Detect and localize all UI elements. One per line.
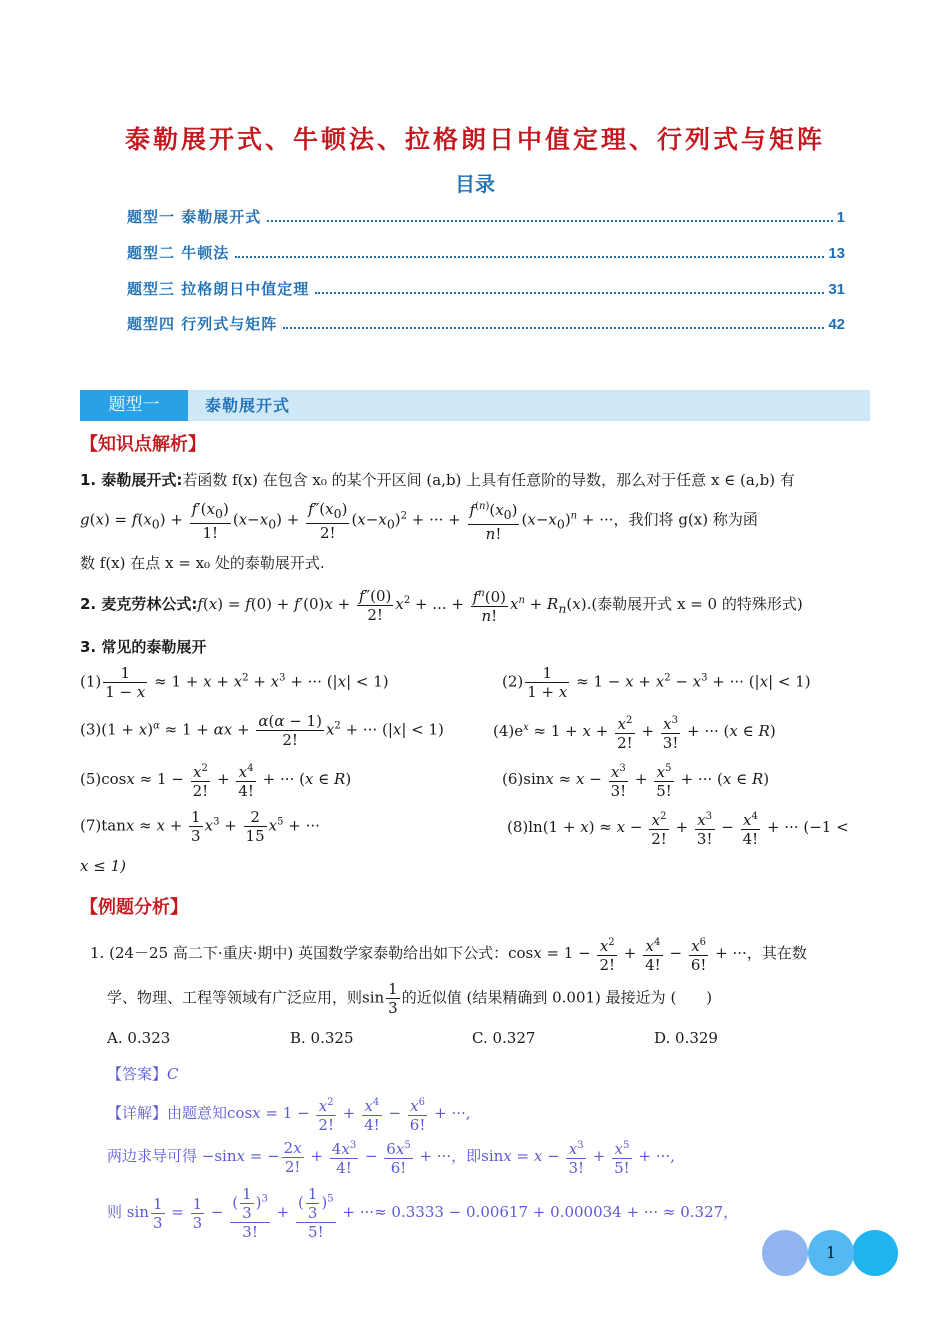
series-3: $(3)(1 + x)^\alpha \approx 1 + \alpha x$ + $\frac{\alpha(\alpha - 1)}{2!}$ $x^2$ + ··· (|x| < 1) <box>80 712 444 749</box>
page-badge-right <box>852 1230 898 1276</box>
toc-entry[interactable] <box>127 313 845 334</box>
choice-d[interactable]: D. 0.329 <box>654 1029 718 1047</box>
detail-line-1: 【详解】由题意知cosx = 1 − $\frac{x^2}{2!}$ + $\frac{x^4}{4!}$ − $\frac{x^6}{6!}$ + ···, <box>107 1094 471 1134</box>
answer-value: C <box>167 1065 179 1083</box>
toc-label: 题型四 行列式与矩阵 <box>127 315 278 333</box>
section-name: 泰勒展开式 <box>205 396 291 415</box>
page-number: 1 <box>808 1230 854 1276</box>
toc-leader <box>267 219 832 222</box>
choice-c[interactable]: C. 0.327 <box>472 1029 536 1047</box>
answer <box>107 1063 179 1084</box>
def-lead: 1. 泰勒展开式: <box>80 471 183 489</box>
series-1: (1) $\frac{1}{1 - x}$ ≈ $1 + x + x^2 + x^3$ + ··· (|x| < 1) <box>80 664 389 701</box>
toc-page: 13 <box>828 245 845 262</box>
knowledge-heading: 【知识点解析】 <box>80 434 206 455</box>
series-8: (8)ln(1 + x) ≈ x − $\frac{x^2}{2!}$ + $\frac{x^3}{3!}$ − $\frac{x^4}{4!}$ + ··· (−1 < <box>507 808 849 848</box>
maclaurin-lead: 2. 麦克劳林公式: <box>80 595 198 613</box>
toc-page: 1 <box>836 209 845 226</box>
question-number: 1. <box>90 944 105 962</box>
common-series-heading: 3. 常见的泰勒展开 <box>80 638 207 656</box>
def-text-c: 数 f(x) 在点 x = x₀ 处的泰勒展开式. <box>80 554 325 572</box>
toc-page: 31 <box>828 281 845 298</box>
choice-a[interactable]: A. 0.323 <box>107 1029 171 1047</box>
series-7: (7)tanx ≈ x + $\frac{1}{3}$ $x^3$ + $\frac{2}{15}$ $x^5$ + ··· <box>80 808 320 845</box>
maclaurin-formula: 2. 麦克劳林公式:f(x) = f(0) + f′(0)x + $\frac{f''(0)}{2!}$ $x^2$ + ... + $\frac{f^n(0)}{n!}$ $x^n + R_n(x)$.(泰勒展开式 x = 0 的特殊形式) <box>80 586 803 625</box>
toc-entry[interactable] <box>127 278 845 299</box>
toc-leader <box>235 255 824 258</box>
toc-label: 题型三 拉格朗日中值定理 <box>127 280 310 298</box>
toc-label: 题型一 泰勒展开式 <box>127 208 262 226</box>
toc-title: 目录 <box>455 172 495 196</box>
taylor-definition <box>80 469 795 490</box>
maclaurin-tail: .(泰勒展开式 x = 0 的特殊形式) <box>586 595 803 613</box>
toc-label: 题型二 牛顿法 <box>127 244 230 262</box>
series-6: (6)sinx ≈ x − $\frac{x^3}{3!}$ + $\frac{x^5}{5!}$ + ··· (x ∈ R) <box>502 760 769 800</box>
section-tab: 题型一 <box>80 390 188 421</box>
def-text: 若函数 f(x) 在包含 x₀ 的某个开区间 (a,b) 上具有任意阶的导数，那么对于任意 x ∈ (a,b) 有 <box>182 471 795 489</box>
section-banner <box>80 390 870 421</box>
page-title: 泰勒展开式、牛顿法、拉格朗日中值定理、行列式与矩阵 <box>124 125 825 154</box>
toc-entry[interactable] <box>127 206 845 227</box>
answer-label: 【答案】 <box>107 1065 168 1083</box>
series-5: (5)cosx ≈ 1 − $\frac{x^2}{2!}$ + $\frac{x^4}{4!}$ + ··· (x ∈ R) <box>80 760 351 800</box>
choice-b[interactable]: B. 0.325 <box>290 1029 354 1047</box>
page-badge-left <box>762 1230 808 1276</box>
toc-leader <box>283 326 824 329</box>
detail-line-2: 两边求导可得 −sinx = − $\frac{2x}{2!}$ + $\frac{4x^3}{4!}$ − $\frac{6x^5}{6!}$ + ···，即sinx = x − $\frac{x^3}{3!}$ + $\frac{x^5}{5!}$ + ···, <box>107 1138 675 1177</box>
toc-leader <box>315 291 824 294</box>
series-8-tail: x ≤ 1) <box>80 857 126 875</box>
detail-line-3: 则 sin $\frac{1}{3}$ = $\frac{1}{3}$ − ( $\frac{1}{3}$ )$^3$ 3! + ( $\frac{1}{3}$ )$^5$ 5! + ···≈ 0.3333 − 0.00617 + 0.000034 + ··· ≈ 0.327， <box>107 1185 739 1241</box>
example-heading: 【例题分析】 <box>80 897 188 918</box>
question-1-line-2: 学、物理、工程等领域有广泛应用，则sin $\frac{1}{3}$ 的近似值 (结果精确到 0.001) 最接近为 ( ) <box>107 980 713 1017</box>
question-1-line-1: 1. (24－25 高二下·重庆·期中) 英国数学家泰勒给出如下公式：cosx = 1 − $\frac{x^2}{2!}$ + $\frac{x^4}{4!}$ − $\frac{x^6}{6!}$ + ···，其在数 <box>90 934 807 974</box>
series-4: $(4)e^x \approx 1 + x$ + $\frac{x^2}{2!}$ + $\frac{x^3}{3!}$ + ··· (x ∈ R) <box>493 712 776 752</box>
def-text-b: ，我们将 g(x) 称为函 <box>613 510 758 529</box>
toc-entry[interactable] <box>127 242 845 263</box>
toc-page: 42 <box>828 316 845 333</box>
series-2: (2) $\frac{1}{1 + x}$ ≈ $1 - x + x^2 - x^3$ + ··· (|x| < 1) <box>502 664 811 701</box>
question-source: (24－25 高二下·重庆·期中) <box>109 944 294 962</box>
taylor-formula: $g(x) = f(x_0)$ + $\frac{f'(x_0)}{1!}$ $(x-x_0)$ + $\frac{f''(x_0)}{2!}$ $(x-x_0)^2$ + ··· + $\frac{f^{(n)}(x_0)}{n!}$ $(x-x_0)^n$ + ···，我们将 g(x) 称为函 <box>80 499 758 543</box>
